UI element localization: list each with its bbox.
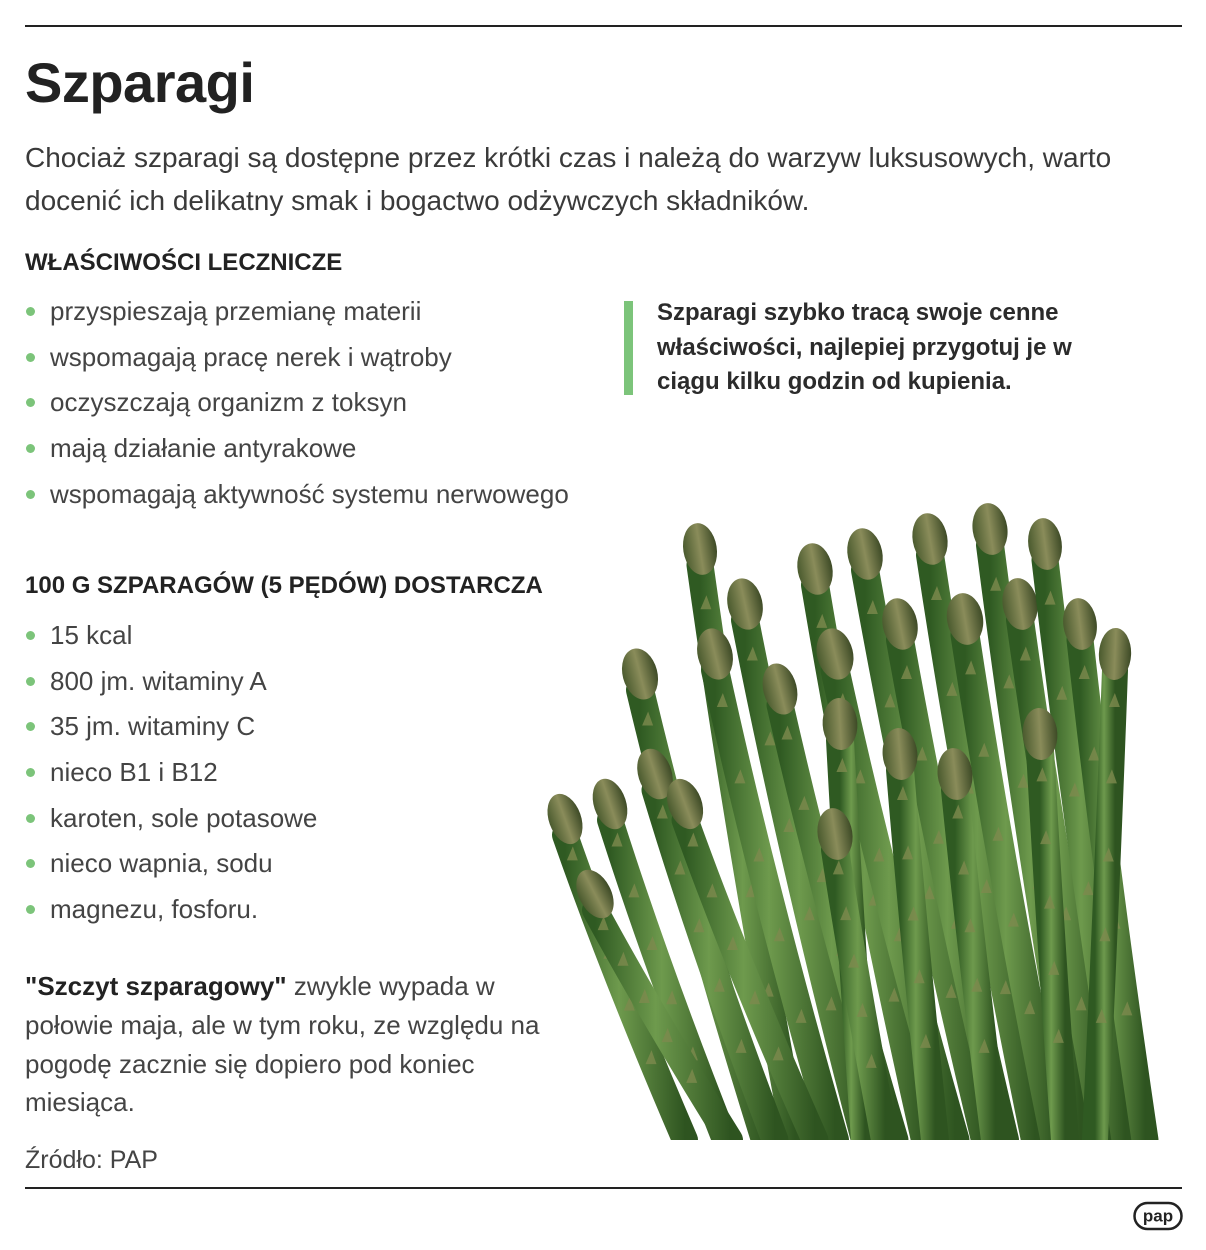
bullet-icon <box>26 677 35 686</box>
bullet-icon <box>26 307 35 316</box>
list-item: 35 jm. witaminy C <box>25 711 317 757</box>
list-item: wspomagają aktywność systemu nerwowego <box>25 479 569 525</box>
list-item: nieco B1 i B12 <box>25 757 317 803</box>
top-rule <box>25 25 1182 27</box>
season-note-text: zwykle wypada w połowie maja, ale w tym roku, ze względu na pogodę zacznie się dopiero pod koniec miesiąca. <box>25 971 540 1118</box>
list-item: oczyszczają organizm z toksyn <box>25 387 569 433</box>
list-item: 15 kcal <box>25 620 317 666</box>
bullet-icon <box>26 353 35 362</box>
quote-accent-bar <box>624 301 633 395</box>
properties-list <box>25 296 569 524</box>
bullet-icon <box>26 859 35 868</box>
bullet-icon <box>26 631 35 640</box>
svg-text:pap: pap <box>1142 1206 1174 1226</box>
list-item: przyspieszają przemianę materii <box>25 296 569 342</box>
season-note-highlight: "Szczyt szparagowy" <box>25 971 287 1001</box>
asparagus-illustration <box>535 460 1160 1140</box>
list-item: nieco wapnia, sodu <box>25 848 317 894</box>
list-item: 800 jm. witaminy A <box>25 666 317 712</box>
bullet-icon <box>26 490 35 499</box>
list-item: magnezu, fosforu. <box>25 894 317 940</box>
list-item: wspomagają pracę nerek i wątroby <box>25 342 569 388</box>
bullet-icon <box>26 722 35 731</box>
pull-quote: Szparagi szybko tracą swoje cenne właściwości, najlepiej przygotuj je w ciągu kilku godzin od kupienia. <box>657 299 1072 395</box>
list-item: karoten, sole potasowe <box>25 803 317 849</box>
bottom-rule <box>25 1187 1182 1189</box>
nutrition-list <box>25 620 317 940</box>
page-title: Szparagi <box>25 51 255 114</box>
nutrition-heading: 100 G SZPARAGÓW (5 PĘDÓW) DOSTARCZA <box>25 572 543 599</box>
bullet-icon <box>26 814 35 823</box>
source-credit: Źródło: PAP <box>25 1146 158 1174</box>
properties-heading: WŁAŚCIWOŚCI LECZNICZE <box>25 249 343 276</box>
bullet-icon <box>26 905 35 914</box>
bullet-icon <box>26 444 35 453</box>
bullet-icon <box>26 398 35 407</box>
pap-logo <box>1133 1200 1183 1232</box>
lead-paragraph: Chociaż szparagi są dostępne przez krótki czas i należą do warzyw luksusowych, warto docenić ich delikatny smak i bogactwo odżywczych składników. <box>25 142 1112 216</box>
season-note <box>25 967 545 1122</box>
bullet-icon <box>26 768 35 777</box>
list-item: mają działanie antyrakowe <box>25 433 569 479</box>
